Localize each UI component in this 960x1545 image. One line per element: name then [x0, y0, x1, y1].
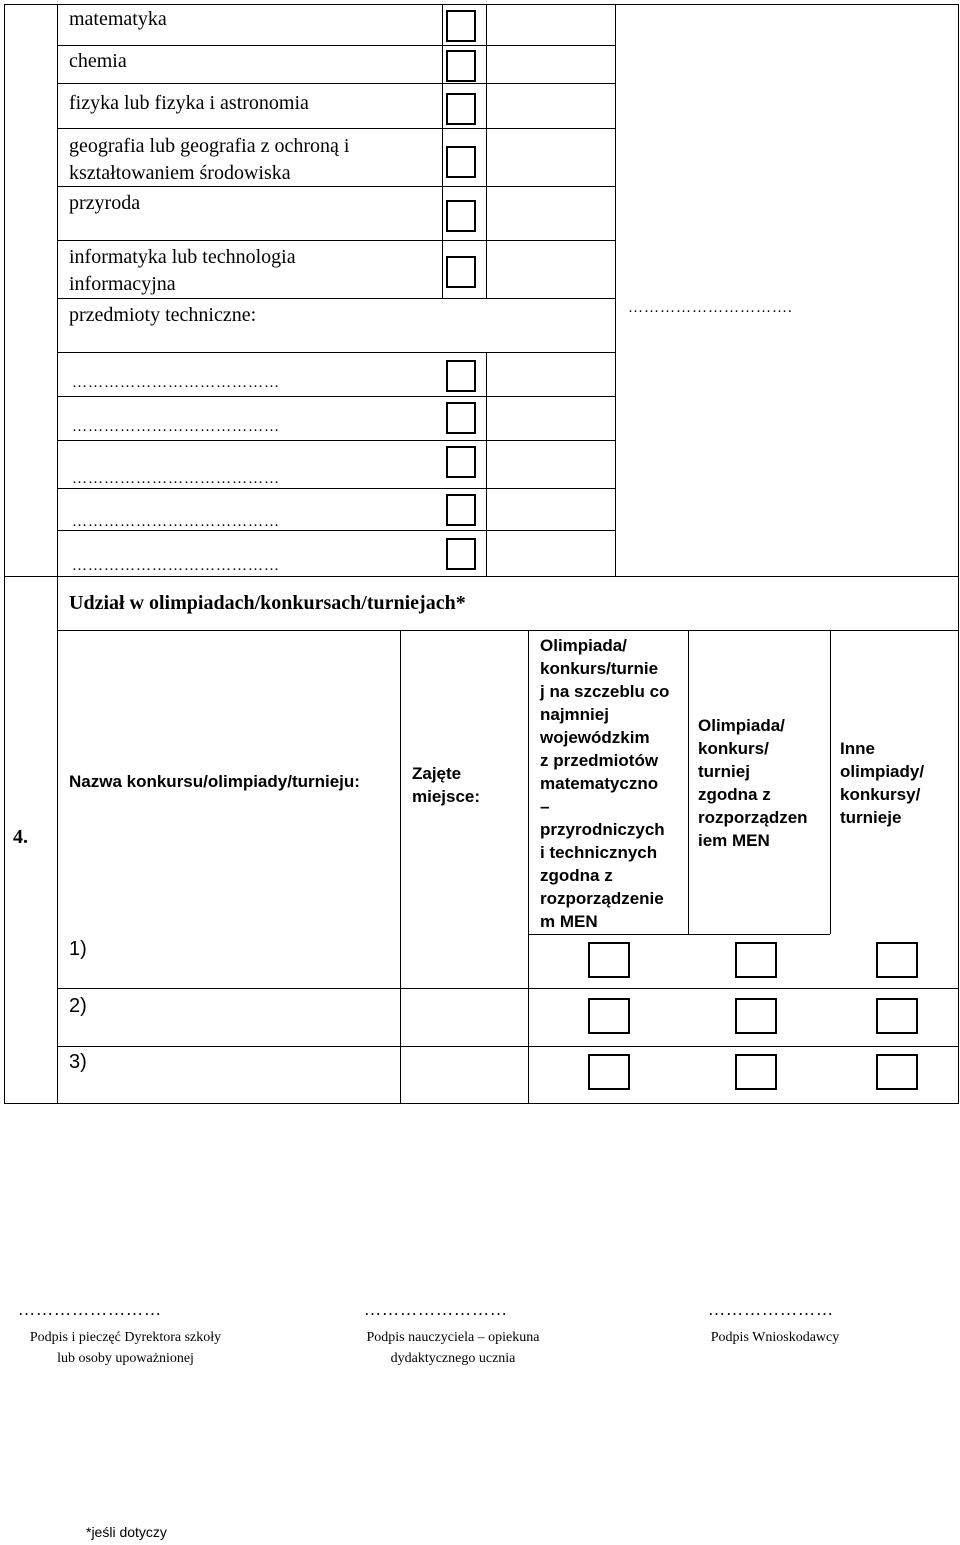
header-contest-name: Nazwa konkursu/olimpiady/turnieju:	[69, 772, 360, 791]
section-bottom-line	[4, 1103, 959, 1104]
border-top	[4, 4, 959, 5]
checkbox-technical-5[interactable]	[446, 538, 476, 570]
blank-line-4: …………………………………	[72, 514, 280, 530]
checkbox-row1-regional[interactable]	[588, 942, 630, 978]
row-line	[57, 396, 615, 397]
footnote: *jeśli dotyczy	[86, 1524, 167, 1540]
col-line	[486, 4, 487, 298]
signature-applicant-label: Podpis Wnioskodawcy	[710, 1330, 840, 1345]
checkbox-technical-1[interactable]	[446, 360, 476, 392]
border-col1	[57, 4, 58, 576]
blank-line-5: …………………………………	[72, 558, 280, 574]
section-top-line	[4, 576, 959, 577]
row-line	[57, 440, 615, 441]
checkbox-row2-regional[interactable]	[588, 998, 630, 1034]
row-line	[57, 488, 615, 489]
signature-dots-director: ……………………	[18, 1300, 162, 1319]
row-sep-1	[57, 988, 958, 989]
row-line	[57, 128, 615, 129]
row-line	[57, 298, 615, 299]
col-line	[442, 4, 443, 298]
checkbox-chemia[interactable]	[446, 50, 476, 82]
col-other-line	[830, 630, 831, 934]
checkbox-technical-3[interactable]	[446, 446, 476, 478]
blank-line-1: …………………………………	[72, 375, 280, 391]
checkbox-technical-2[interactable]	[446, 402, 476, 434]
header-bottom-line	[528, 934, 830, 935]
checkbox-row1-men[interactable]	[735, 942, 777, 978]
signature-dots-applicant: …………………	[708, 1300, 834, 1319]
col-line	[486, 352, 487, 576]
checkbox-row3-regional[interactable]	[588, 1054, 630, 1090]
section-title: Udział w olimpiadach/konkursach/turniejach*	[69, 592, 466, 614]
subject-geografia: geografia lub geografia z ochroną i kształtowaniem środowiska	[69, 135, 350, 184]
checkbox-fizyka[interactable]	[446, 93, 476, 125]
header-other-olympiad: Inne olimpiady/ konkursy/ turnieje	[840, 739, 925, 827]
row-2-label: 2)	[69, 995, 87, 1017]
row-1-label: 1)	[69, 938, 87, 960]
blank-line-3: …………………………………	[72, 471, 280, 487]
header-men-olympiad: Olimpiada/ konkurs/ turniej zgodna z rozporządzen iem MEN	[698, 716, 808, 850]
subject-informatyka: informatyka lub technologia informacyjna	[69, 246, 296, 295]
section-left-line	[4, 576, 5, 1104]
subject-matematyka: matematyka	[69, 8, 167, 30]
subject-chemia: chemia	[69, 50, 127, 72]
checkbox-informatyka[interactable]	[446, 256, 476, 288]
checkbox-matematyka[interactable]	[446, 10, 476, 42]
right-dotted-line: ………………………….	[628, 300, 793, 316]
row-sep-2	[57, 1046, 958, 1047]
col-men-line	[688, 630, 689, 934]
section-col1-line	[57, 576, 58, 1104]
border-col-right	[615, 4, 616, 576]
subject-przyroda: przyroda	[69, 192, 141, 214]
header-top-line	[57, 630, 959, 631]
checkbox-row3-men[interactable]	[735, 1054, 777, 1090]
checkbox-row2-men[interactable]	[735, 998, 777, 1034]
row-3-label: 3)	[69, 1051, 87, 1073]
checkbox-row1-other[interactable]	[876, 942, 918, 978]
checkbox-przyroda[interactable]	[446, 200, 476, 232]
checkbox-technical-4[interactable]	[446, 494, 476, 526]
row-line	[57, 83, 615, 84]
blank-line-2: …………………………………	[72, 419, 280, 435]
subject-fizyka: fizyka lub fizyka i astronomia	[69, 92, 309, 114]
checkbox-row3-other[interactable]	[876, 1054, 918, 1090]
section-right-line	[958, 576, 959, 1104]
border-left	[4, 4, 5, 576]
row-line	[57, 45, 615, 46]
col-place-line	[400, 630, 401, 1104]
col-regional-line	[528, 630, 529, 1104]
signature-teacher-label: Podpis nauczyciela – opiekuna dydaktycznego ucznia	[366, 1330, 540, 1366]
header-place: Zajęte miejsce:	[412, 764, 481, 806]
checkbox-row2-other[interactable]	[876, 998, 918, 1034]
signature-dots-teacher: ……………………	[364, 1300, 508, 1319]
subject-przedmioty-techniczne: przedmioty techniczne:	[69, 304, 257, 326]
border-right	[958, 4, 959, 576]
header-regional-olympiad: Olimpiada/ konkurs/turnie j na szczeblu co najmniej wojewódzkim z przedmiotów matematyczno – przyrodniczych i technicznych zgodna z rozporządzenie m MEN	[540, 636, 670, 931]
checkbox-geografia[interactable]	[446, 146, 476, 178]
signature-director-label: Podpis i pieczęć Dyrektora szkoły lub osoby upoważnionej	[29, 1330, 222, 1366]
row-line	[57, 352, 615, 353]
row-line	[57, 240, 615, 241]
section-number: 4.	[13, 826, 28, 848]
